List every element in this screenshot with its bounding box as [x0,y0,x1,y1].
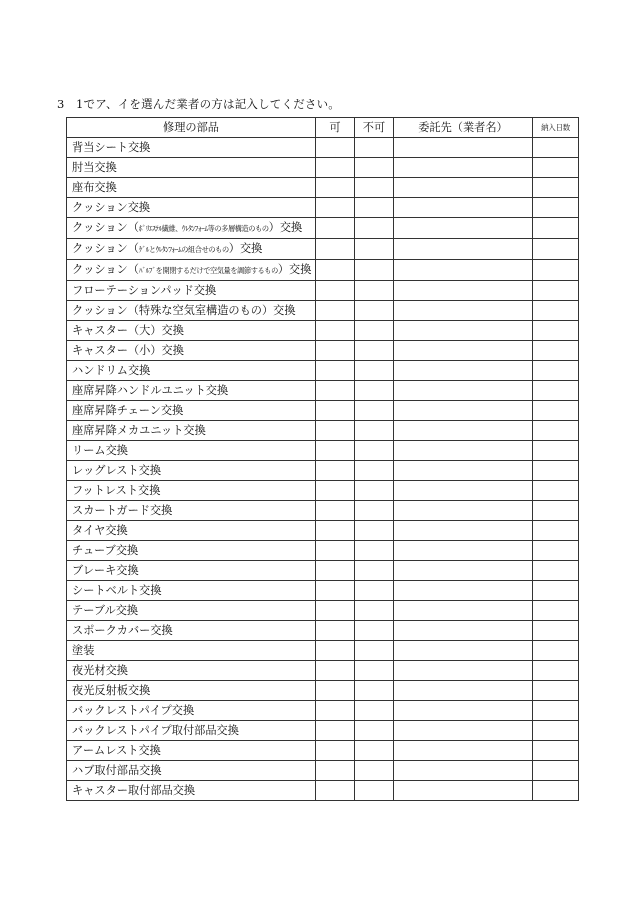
table-row [67,178,579,198]
impossible-cell[interactable] [355,301,394,321]
delivery-days-cell[interactable] [533,501,579,521]
part-name: バックレストパイプ取付部品交換 [72,724,239,737]
table-row [67,501,579,521]
part-name-suffix: ）交換 [268,221,303,234]
possible-cell[interactable] [316,601,355,621]
part-name-cell [67,260,316,281]
part-name-cell [67,541,316,561]
possible-cell[interactable] [316,361,355,381]
contractor-cell[interactable] [394,178,533,198]
impossible-cell[interactable] [355,401,394,421]
header-contractor: 委託先（業者名） [394,118,533,138]
contractor-cell[interactable] [394,481,533,501]
contractor-cell[interactable] [394,641,533,661]
impossible-cell[interactable] [355,541,394,561]
delivery-days-cell[interactable] [533,361,579,381]
delivery-days-cell[interactable] [533,158,579,178]
possible-cell[interactable] [316,501,355,521]
impossible-cell[interactable] [355,218,394,239]
part-name-cell [67,301,316,321]
contractor-cell[interactable] [394,218,533,239]
possible-cell[interactable] [316,681,355,701]
part-name-cell [67,441,316,461]
possible-cell[interactable] [316,781,355,801]
possible-cell[interactable] [316,401,355,421]
impossible-cell[interactable] [355,441,394,461]
table-row [67,661,579,681]
delivery-days-cell[interactable] [533,481,579,501]
table-row [67,781,579,801]
impossible-cell[interactable] [355,381,394,401]
delivery-days-cell[interactable] [533,681,579,701]
possible-cell[interactable] [316,721,355,741]
table-row [67,641,579,661]
possible-cell[interactable] [316,421,355,441]
impossible-cell[interactable] [355,138,394,158]
part-name-cell [67,198,316,218]
part-name-cell [67,501,316,521]
part-name-cell [67,321,316,341]
table-row [67,441,579,461]
table-row [67,521,579,541]
contractor-cell[interactable] [394,401,533,421]
part-name: リーム交換 [72,444,128,457]
possible-cell[interactable] [316,239,355,260]
possible-cell[interactable] [316,441,355,461]
possible-cell[interactable] [316,158,355,178]
part-name: ハブ取付部品交換 [72,764,162,777]
table-row [67,621,579,641]
part-name-cell [67,361,316,381]
table-row [67,281,579,301]
contractor-cell[interactable] [394,281,533,301]
impossible-cell[interactable] [355,621,394,641]
header-impossible: 不可 [355,118,394,138]
contractor-cell[interactable] [394,621,533,641]
contractor-cell[interactable] [394,721,533,741]
part-name: タイヤ交換 [72,524,128,537]
delivery-days-cell[interactable] [533,521,579,541]
delivery-days-cell[interactable] [533,218,579,239]
impossible-cell[interactable] [355,701,394,721]
contractor-cell[interactable] [394,341,533,361]
part-name: フットレスト交換 [72,484,161,497]
contractor-cell[interactable] [394,701,533,721]
impossible-cell[interactable] [355,481,394,501]
part-name: フローテーションパッド交換 [72,284,217,297]
contractor-cell[interactable] [394,321,533,341]
delivery-days-cell[interactable] [533,541,579,561]
delivery-days-cell[interactable] [533,198,579,218]
part-name-cell [67,401,316,421]
table-row [67,321,579,341]
table-row [67,681,579,701]
part-name-cell [67,561,316,581]
part-name-cell [67,701,316,721]
part-name-cell [67,218,316,239]
part-name-cell [67,381,316,401]
possible-cell[interactable] [316,461,355,481]
delivery-days-cell[interactable] [533,321,579,341]
impossible-cell[interactable] [355,341,394,361]
impossible-cell[interactable] [355,239,394,260]
possible-cell[interactable] [316,661,355,681]
impossible-cell[interactable] [355,781,394,801]
part-name: 座席昇降ハンドルユニット交換 [72,384,229,397]
possible-cell[interactable] [316,761,355,781]
part-name: キャスター（大）交換 [72,324,184,337]
contractor-cell[interactable] [394,260,533,281]
table-row [67,341,579,361]
table-row [67,301,579,321]
header-possible: 可 [316,118,355,138]
part-name: 夜光材交換 [72,664,128,677]
part-name: 座布交換 [72,181,117,194]
possible-cell[interactable] [316,381,355,401]
part-name: クッション交換 [72,201,151,214]
part-name: 背当シート交換 [72,141,151,154]
possible-cell[interactable] [316,701,355,721]
part-name: スカートガード交換 [72,504,173,517]
part-name-cell [67,581,316,601]
contractor-cell[interactable] [394,661,533,681]
part-name-cell [67,178,316,198]
delivery-days-cell[interactable] [533,381,579,401]
table-row [67,741,579,761]
impossible-cell[interactable] [355,158,394,178]
impossible-cell[interactable] [355,661,394,681]
table-row [67,218,579,239]
contractor-cell[interactable] [394,681,533,701]
delivery-days-cell[interactable] [533,341,579,361]
contractor-cell[interactable] [394,741,533,761]
possible-cell[interactable] [316,341,355,361]
part-name-cell [67,721,316,741]
impossible-cell[interactable] [355,581,394,601]
table-row [67,239,579,260]
possible-cell[interactable] [316,641,355,661]
table-row [67,421,579,441]
impossible-cell[interactable] [355,681,394,701]
table-row [67,561,579,581]
possible-cell[interactable] [316,301,355,321]
delivery-days-cell[interactable] [533,701,579,721]
table-row [67,138,579,158]
part-name-note: ﾊﾞﾙﾌﾞを開閉するだけで空気量を調節するもの [138,266,278,275]
part-name-suffix: ）交換 [277,263,312,276]
contractor-cell[interactable] [394,421,533,441]
contractor-cell[interactable] [394,541,533,561]
contractor-cell[interactable] [394,561,533,581]
contractor-cell[interactable] [394,441,533,461]
contractor-cell[interactable] [394,361,533,381]
contractor-cell[interactable] [394,461,533,481]
impossible-cell[interactable] [355,178,394,198]
part-name-cell [67,521,316,541]
possible-cell[interactable] [316,281,355,301]
delivery-days-cell[interactable] [533,441,579,461]
part-name-cell [67,641,316,661]
impossible-cell[interactable] [355,281,394,301]
part-name: チューブ交換 [72,544,139,557]
table-row [67,461,579,481]
delivery-days-cell[interactable] [533,781,579,801]
part-name-note: ﾎﾟﾘｴｽﾃﾙ繊維、ｳﾚﾀﾝﾌｫｰﾑ等の多層構造のもの [138,224,269,233]
impossible-cell[interactable] [355,198,394,218]
part-name: ブレーキ交換 [72,564,139,577]
part-name-cell [67,621,316,641]
delivery-days-cell[interactable] [533,561,579,581]
possible-cell[interactable] [316,541,355,561]
part-name-cell [67,281,316,301]
part-name: アームレスト交換 [72,744,161,757]
possible-cell[interactable] [316,138,355,158]
part-name: 肘当交換 [72,161,117,174]
table-row [67,158,579,178]
repair-parts-table [66,117,579,801]
part-name: 座席昇降メカユニット交換 [72,424,206,437]
impossible-cell[interactable] [355,521,394,541]
table-row [67,581,579,601]
part-name: クッション（ [72,242,139,255]
part-name-cell [67,138,316,158]
table-row [67,721,579,741]
part-name-cell [67,461,316,481]
delivery-days-cell[interactable] [533,421,579,441]
part-name: シートベルト交換 [72,584,162,597]
impossible-cell[interactable] [355,761,394,781]
possible-cell[interactable] [316,561,355,581]
delivery-days-cell[interactable] [533,138,579,158]
table-row [67,761,579,781]
table-header-row [67,118,579,138]
delivery-days-cell[interactable] [533,178,579,198]
part-name-cell [67,158,316,178]
header-delivery-days: 納入日数 [533,118,579,138]
possible-cell[interactable] [316,481,355,501]
delivery-days-cell[interactable] [533,239,579,260]
possible-cell[interactable] [316,321,355,341]
contractor-cell[interactable] [394,381,533,401]
part-name-cell [67,661,316,681]
delivery-days-cell[interactable] [533,281,579,301]
part-name: レッグレスト交換 [72,464,162,477]
contractor-cell[interactable] [394,138,533,158]
contractor-cell[interactable] [394,239,533,260]
impossible-cell[interactable] [355,321,394,341]
part-name-cell [67,781,316,801]
table-row [67,198,579,218]
part-name-cell [67,761,316,781]
impossible-cell[interactable] [355,641,394,661]
delivery-days-cell[interactable] [533,260,579,281]
possible-cell[interactable] [316,521,355,541]
impossible-cell[interactable] [355,461,394,481]
contractor-cell[interactable] [394,158,533,178]
part-name-cell [67,239,316,260]
table-row [67,401,579,421]
possible-cell[interactable] [316,260,355,281]
impossible-cell[interactable] [355,561,394,581]
part-name: テーブル交換 [72,604,139,617]
delivery-days-cell[interactable] [533,661,579,681]
contractor-cell[interactable] [394,761,533,781]
part-name-cell [67,601,316,621]
delivery-days-cell[interactable] [533,461,579,481]
impossible-cell[interactable] [355,501,394,521]
possible-cell[interactable] [316,218,355,239]
delivery-days-cell[interactable] [533,721,579,741]
possible-cell[interactable] [316,198,355,218]
contractor-cell[interactable] [394,581,533,601]
impossible-cell[interactable] [355,361,394,381]
possible-cell[interactable] [316,581,355,601]
delivery-days-cell[interactable] [533,621,579,641]
contractor-cell[interactable] [394,301,533,321]
table-row [67,481,579,501]
possible-cell[interactable] [316,741,355,761]
table-row [67,541,579,561]
impossible-cell[interactable] [355,601,394,621]
impossible-cell[interactable] [355,260,394,281]
part-name-cell [67,341,316,361]
part-name-cell [67,481,316,501]
contractor-cell[interactable] [394,521,533,541]
part-name: クッション（ [72,221,139,234]
question-number: 3 [57,97,65,111]
part-name: キャスター（小）交換 [72,344,184,357]
part-name: バックレストパイプ交換 [72,704,195,717]
part-name-note: ｹﾞﾙとｳﾚﾀﾝﾌｫｰﾑの組合せのもの [138,245,229,254]
part-name: スポークカバー交換 [72,624,173,637]
contractor-cell[interactable] [394,198,533,218]
part-name-cell [67,421,316,441]
contractor-cell[interactable] [394,501,533,521]
contractor-cell[interactable] [394,601,533,621]
part-name-cell [67,681,316,701]
impossible-cell[interactable] [355,721,394,741]
possible-cell[interactable] [316,621,355,641]
delivery-days-cell[interactable] [533,641,579,661]
delivery-days-cell[interactable] [533,761,579,781]
question-heading [57,96,340,112]
part-name: 夜光反射板交換 [72,684,151,697]
delivery-days-cell[interactable] [533,581,579,601]
part-name: クッション（特殊な空気室構造のもの）交換 [72,304,296,317]
part-name: クッション（ [72,263,139,276]
part-name-suffix: ）交換 [228,242,263,255]
table-row [67,701,579,721]
table-row [67,260,579,281]
contractor-cell[interactable] [394,781,533,801]
impossible-cell[interactable] [355,741,394,761]
delivery-days-cell[interactable] [533,401,579,421]
part-name: キャスター取付部品交換 [72,784,196,797]
table-row [67,381,579,401]
part-name-cell [67,741,316,761]
delivery-days-cell[interactable] [533,301,579,321]
question-text: 1でア、イを選んだ業者の方は記入してください。 [76,97,340,111]
table-row [67,361,579,381]
impossible-cell[interactable] [355,421,394,441]
part-name: ハンドリム交換 [72,364,151,377]
part-name: 塗装 [72,644,95,657]
part-name: 座席昇降チェーン交換 [72,404,184,417]
possible-cell[interactable] [316,178,355,198]
table-row [67,601,579,621]
header-part: 修理の部品 [67,118,316,138]
delivery-days-cell[interactable] [533,601,579,621]
delivery-days-cell[interactable] [533,741,579,761]
